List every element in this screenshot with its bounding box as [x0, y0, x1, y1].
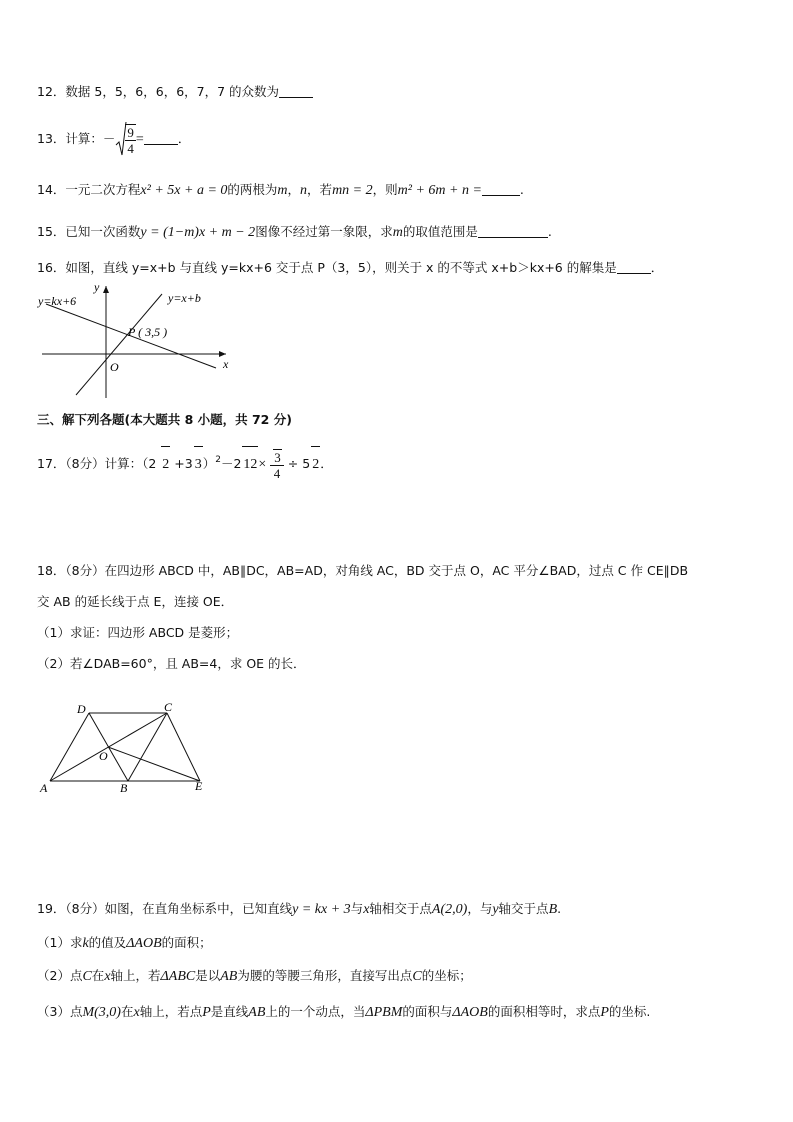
- answer-blank[interactable]: [279, 83, 313, 98]
- question-text: 的值及: [88, 935, 127, 950]
- sqrt-fraction: [115, 123, 136, 157]
- equals: =: [135, 132, 144, 147]
- question-18-part2: （2）若∠DAB=60°，且 AB=4，求 OE 的长．: [37, 656, 306, 671]
- question-12: [37, 83, 313, 101]
- question-text: 计算：（2: [104, 456, 157, 471]
- question-text: 与: [350, 901, 364, 916]
- question-18-part1: （1）求证：四边形 ABCD 是菱形；: [37, 625, 239, 640]
- sqrt-12: 12: [242, 446, 258, 483]
- question-text: 在: [120, 1004, 134, 1019]
- question-end: ．: [650, 260, 664, 275]
- math-expression: m² + 6m + n =: [397, 183, 482, 198]
- question-text: 的面积与: [402, 1004, 453, 1019]
- exponent: 2: [215, 455, 221, 465]
- question-text: （3）点: [37, 1004, 83, 1019]
- math-var: y: [492, 902, 499, 917]
- label-b: B: [120, 781, 128, 795]
- math-segment: AB: [248, 1005, 266, 1020]
- question-end: ．: [320, 456, 333, 471]
- question-13: [37, 122, 190, 157]
- question-text: 已知一次函数: [65, 224, 141, 239]
- math-point: C: [82, 969, 92, 984]
- label-origin: O: [110, 360, 119, 374]
- question-end: .: [519, 182, 524, 197]
- question-text: 轴交于点: [498, 901, 549, 916]
- question-number: 19．: [37, 901, 66, 916]
- figure-18: [36, 696, 216, 796]
- question-17: [37, 446, 333, 483]
- question-14: [37, 181, 524, 200]
- question-text: （1）求: [37, 935, 83, 950]
- denominator: 4: [273, 465, 281, 481]
- denominator: 4: [127, 141, 134, 156]
- math-var: m: [392, 225, 403, 240]
- label-y: y: [94, 280, 100, 294]
- math-segment: AB: [220, 969, 238, 984]
- question-end: ．: [177, 131, 191, 146]
- question-text: 的取值范围是: [402, 224, 478, 239]
- question-text: 的两根为: [227, 182, 278, 197]
- question-text: 上的一个动点，当: [265, 1004, 366, 1019]
- math-triangle: ΔAOB: [452, 1005, 488, 1020]
- math-function: y = (1−m)x + m − 2: [140, 225, 256, 240]
- numerator: 9: [127, 125, 134, 140]
- segment-cb: [128, 713, 167, 781]
- operator: ×: [258, 457, 267, 472]
- math-var: x: [133, 1005, 140, 1020]
- operator: +3: [170, 456, 193, 471]
- math-var: x: [363, 902, 370, 917]
- math-var: x: [104, 969, 111, 984]
- question-number: 17．: [37, 456, 66, 471]
- question-text: 为腰的等腰三角形，直接写出点: [237, 968, 413, 983]
- paren-close: ）: [202, 456, 216, 471]
- section-title: 三、解下列各题(本大题共 8 小题，共 72 分): [37, 412, 292, 427]
- math-point: B: [548, 902, 558, 917]
- question-score: （8分）: [65, 563, 105, 578]
- question-text: 如图，直线 y=x+b 与直线 y=kx+6 交于点 P（3，5），则关于 x 的不等式 x+b＞kx+6 的解集是: [65, 260, 617, 275]
- math-equation: x² + 5x + a = 0: [140, 183, 228, 198]
- math-point: C: [412, 969, 422, 984]
- question-text: 图像不经过第一象限，求: [255, 224, 393, 239]
- math-triangle: ΔABC: [160, 969, 196, 984]
- question-number: 12．: [37, 84, 66, 99]
- label-o: O: [99, 749, 108, 763]
- question-19-part2: [37, 967, 472, 986]
- question-text: 轴上，若: [110, 968, 161, 983]
- label-e: E: [195, 779, 203, 793]
- math-triangle: ΔPBM: [365, 1005, 403, 1020]
- sqrt-2: 2: [161, 446, 170, 483]
- question-text: 在: [91, 968, 105, 983]
- answer-blank[interactable]: [617, 259, 651, 274]
- answer-blank[interactable]: [144, 130, 178, 145]
- math-condition: mn = 2: [332, 183, 373, 198]
- math-point: P: [202, 1005, 211, 1020]
- question-16: [37, 259, 663, 277]
- sqrt-3-numerator: 3: [274, 449, 281, 465]
- label-d: D: [77, 702, 86, 716]
- math-var: k: [82, 936, 89, 951]
- question-text: 的面积相等时，求点: [487, 1004, 601, 1019]
- label-xb: y=x+b: [168, 291, 201, 305]
- question-18-line2: 交 AB 的延长线于点 E，连接 OE．: [37, 594, 234, 609]
- math-point: A(2,0): [431, 902, 468, 917]
- math-var: m: [277, 183, 288, 198]
- question-number: 15．: [37, 224, 66, 239]
- question-15: [37, 223, 552, 242]
- question-number: 14．: [37, 182, 66, 197]
- label-x: x: [223, 357, 229, 371]
- math-function: y = kx + 3: [292, 902, 351, 917]
- math-var: n: [300, 183, 308, 198]
- graph-16: [36, 280, 246, 402]
- question-text: ，: [287, 182, 301, 197]
- question-19-line1: 19．（8分）如图，在直角坐标系中，已知直线y = kx + 3与x轴相交于点A(2,0)，与y轴交于点B.: [37, 901, 562, 917]
- question-text: 计算：－: [65, 131, 116, 146]
- answer-blank[interactable]: [482, 181, 520, 196]
- question-text: ，则: [372, 182, 398, 197]
- segment-ad: [50, 713, 89, 781]
- question-text: 轴相交于点: [369, 901, 432, 916]
- question-text: 是以: [195, 968, 221, 983]
- question-text: （2）点: [37, 968, 83, 983]
- question-19-part3: [37, 1003, 650, 1022]
- label-a: A: [40, 781, 48, 795]
- label-kx: y=kx+6: [38, 294, 77, 308]
- question-19-part1: [37, 934, 212, 953]
- question-number: 18．: [37, 563, 66, 578]
- radical-sign: [115, 121, 127, 157]
- question-text: 的坐标.: [608, 1004, 651, 1019]
- sqrt-3: 3: [194, 446, 203, 483]
- question-text: 是直线: [210, 1004, 249, 1019]
- sqrt-2b: 2: [311, 446, 320, 483]
- operator: －2: [220, 456, 242, 471]
- question-text: 数据 5，5，6，6，6，7，7 的众数为: [65, 84, 280, 99]
- question-score: （8分）: [65, 456, 105, 471]
- y-axis-arrow: [103, 286, 109, 293]
- line-x-plus-b: [76, 294, 162, 395]
- label-c: C: [164, 700, 173, 714]
- question-18-line1: [37, 562, 688, 580]
- operator: ÷ 5: [287, 456, 311, 471]
- question-text: 的面积；: [161, 935, 212, 950]
- question-text: ，若: [307, 182, 333, 197]
- question-end: .: [547, 224, 552, 239]
- question-number: 13．: [37, 131, 66, 146]
- math-point: M(3,0): [82, 1005, 121, 1020]
- question-text: 在四边形 ABCD 中，AB∥DC，AB=AD，对角线 AC，BD 交于点 O，AC 平分∠BAD，过点 C 作 CE∥DB: [104, 563, 689, 578]
- question-text: ，与: [467, 901, 493, 916]
- question-text: 的坐标；: [421, 968, 472, 983]
- question-score: （8分）: [65, 901, 105, 916]
- question-text: 轴上，若点: [139, 1004, 203, 1019]
- math-triangle: ΔAOB: [126, 936, 162, 951]
- math-point: P: [600, 1005, 609, 1020]
- answer-blank[interactable]: [478, 223, 548, 238]
- question-text: 如图，在直角坐标系中，已知直线: [104, 901, 293, 916]
- question-text: 一元二次方程: [65, 182, 141, 197]
- label-p: P ( 3,5 ): [128, 325, 168, 339]
- question-number: 16．: [37, 260, 66, 275]
